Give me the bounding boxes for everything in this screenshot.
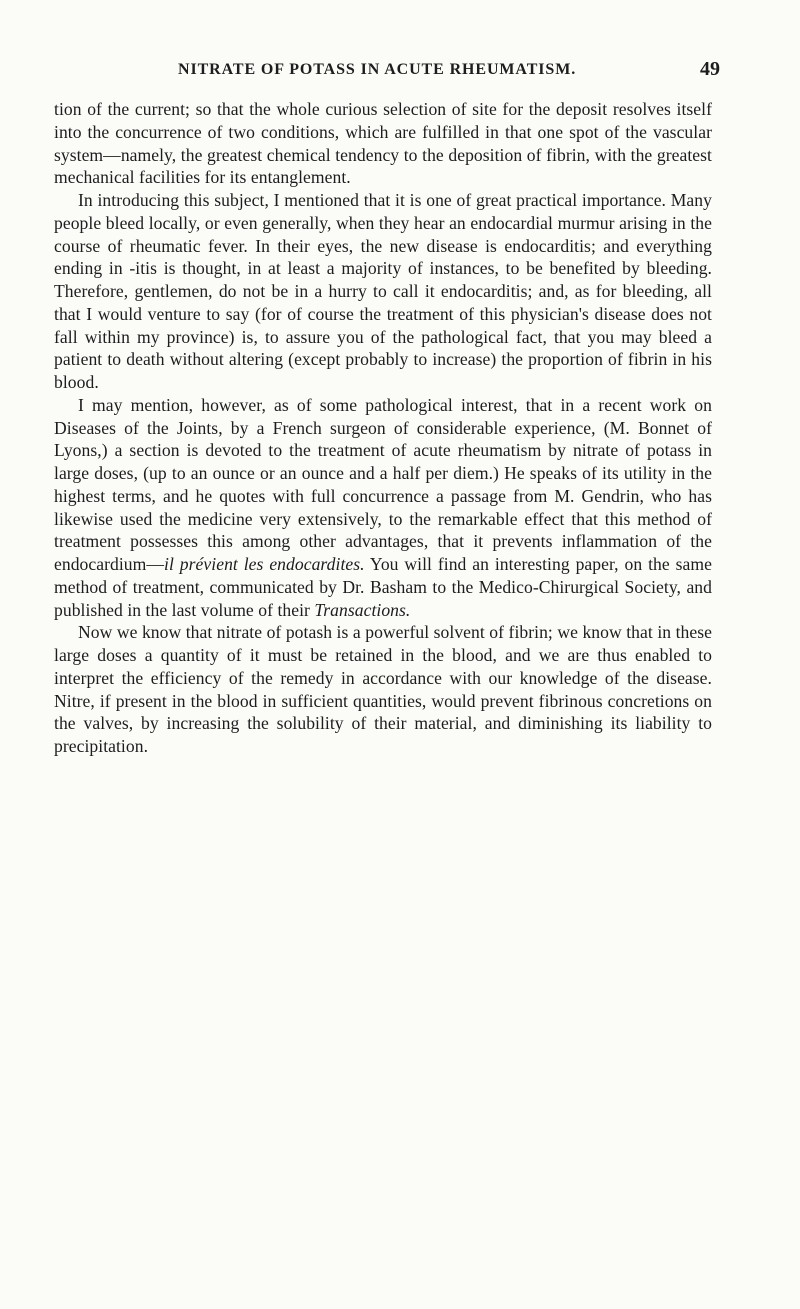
running-head <box>120 58 720 86</box>
body-text <box>54 98 712 758</box>
page-number: 49 <box>700 58 720 80</box>
paragraph-basham-text: You will find an interesting paper, on the same method of treatment, communicated by Dr. Basham to the Medico-Chirurgical Society, and published in the last volume of their <box>54 554 712 620</box>
paragraph-continuation: tion of the current; so that the whole curious selection of site for the deposit resolves itself into the concurrence of two conditions, which are fulfilled in that one spot of the vascular system—namely, the greatest chemical tendency to the deposition of fibrin, with the greatest mechanical facilities for its entanglement. <box>54 99 712 188</box>
paragraph-importance: In introducing this subject, I mentioned that it is one of great practical importance. Many people bleed locally, or even generally, when they hear an endocardial murmur arising in the course of rheumatic fever. In their eyes, the new disease is endocarditis; and everything ending in -itis is thought, in at least a majority of instances, to be benefited by bleeding. Therefore, gentlemen, do not be in a hurry to call it endocarditis; and, as for bleeding, all that I would venture to say (for of course the treatment of this physician's disease does not fall within my province) is, to assure you of the pathological fact, that you may bleed a patient to death without altering (except probably to increase) the proportion of fibrin in his blood. <box>54 190 712 392</box>
paragraph-bonnet-text: I may mention, however, as of some pathological interest, that in a recent work on Diseases of the Joints, by a French surgeon of considerable experience, (M. Bonnet of Lyons,) a section is devoted to the treatment of acute rheumatism by nitrate of potass in large doses, (up to an ounce or an ounce and a half per diem.) He speaks of its utility in the highest terms, and he quotes with full concurrence a passage from M. Gendrin, who has likewise used the medicine very extensively, to the remarkable effect that this method of treatment possesses this among other advantages, that it prevents inflammation of the endocardium— <box>54 394 712 574</box>
paragraph-bonnet <box>54 394 712 622</box>
transactions-title: Transactions. <box>314 599 411 620</box>
paragraph-nitrate-solvent: Now we know that nitrate of potash is a powerful solvent of fibrin; we know that in these large doses a quantity of it must be retained in the blood, and we are thus enabled to interpret the efficiency of the remedy in accordance with our knowledge of the disease. Nitre, if present in the blood in sufficient quantities, would prevent fibrinous concretions on the valves, by increasing the solubility of their material, and diminishing its liability to precipitation. <box>54 622 712 756</box>
french-quote: il prévient les endocardites. <box>164 554 365 574</box>
running-title: NITRATE OF POTASS IN ACUTE RHEUMATISM. <box>178 61 577 78</box>
